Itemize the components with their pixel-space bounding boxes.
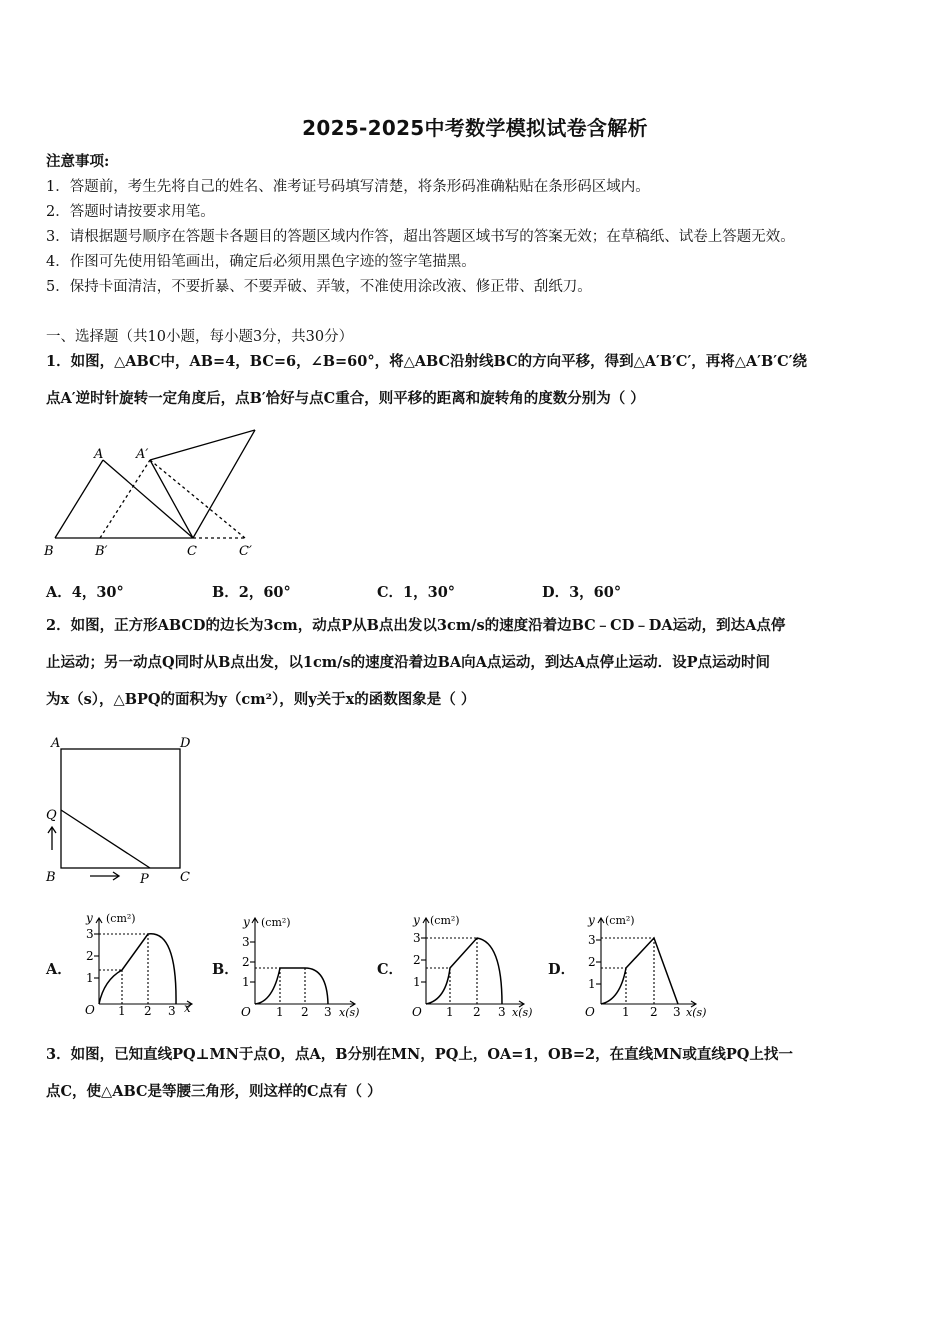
notice-item: 2．答题时请按要求用笔。 — [46, 204, 215, 220]
q1-figure — [40, 425, 270, 565]
graph-x-label: x(s) — [512, 1006, 533, 1019]
q2-text-line3: 为x（s），△BPQ的面积为y（cm²），则y关于x的函数图象是（ ） — [46, 691, 476, 708]
graph-y-label: y — [243, 915, 250, 929]
q2-text-line2: 止运动；另一动点Q同时从B点出发，以1cm/s的速度沿着边BA向A点运动，到达A点停止运动．设P点运动时间 — [46, 654, 771, 671]
tick-2: 2 — [301, 1005, 309, 1019]
tick-3: 3 — [588, 933, 596, 947]
q2-label-a: A — [51, 736, 61, 751]
tick-3: 3 — [498, 1005, 506, 1019]
tick-1: 1 — [242, 975, 250, 989]
q2-graph-d[interactable] — [574, 908, 719, 1020]
q2-graph-c[interactable] — [402, 908, 542, 1020]
q2-square-figure — [40, 730, 210, 890]
graph-origin: O — [241, 1005, 251, 1019]
q3-text-line1: 3．如图，已知直线PQ⊥MN于点O，点A，B分别在MN，PQ上，OA=1，OB=2，在直线MN或直线PQ上找一 — [46, 1046, 793, 1063]
graph-unit: (cm²) — [430, 914, 460, 927]
q1-label-a-prime: A′ — [136, 447, 149, 462]
q1-option-c[interactable]: C．1，30° — [377, 584, 456, 601]
q2-option-a[interactable]: A． — [46, 961, 72, 978]
tick-2: 2 — [650, 1005, 658, 1019]
q2-label-b: B — [46, 870, 56, 885]
tick-2: 2 — [86, 949, 94, 963]
tick-3: 3 — [673, 1005, 681, 1019]
tick-2: 2 — [413, 953, 421, 967]
q2-option-d[interactable]: D． — [548, 961, 576, 978]
tick-3: 3 — [324, 1005, 332, 1019]
graph-origin: O — [412, 1005, 422, 1019]
tick-3: 3 — [86, 927, 94, 941]
graph-unit: (cm²) — [261, 916, 291, 929]
q2-label-q: Q — [46, 808, 57, 823]
section-heading: 一、选择题（共10小题，每小题3分，共30分） — [46, 329, 354, 345]
q1-option-d[interactable]: D．3，60° — [542, 584, 622, 601]
notice-item: 5．保持卡面清洁，不要折暴、不要弄破、弄皱，不准使用涂改液、修正带、刮纸刀。 — [46, 279, 592, 295]
q2-option-c[interactable]: C． — [377, 961, 404, 978]
tick-3: 3 — [168, 1004, 176, 1018]
q2-graph-a[interactable] — [72, 908, 202, 1020]
tick-3: 3 — [242, 935, 250, 949]
tick-1: 1 — [118, 1004, 126, 1018]
q2-text-line1: 2．如图，正方形ABCD的边长为3cm，动点P从B点出发以3cm/s的速度沿着边BC﹣CD﹣DA运动，到达A点停 — [46, 617, 786, 634]
notice-item: 1．答题前，考生先将自己的姓名、准考证号码填写清楚，将条形码准确粘贴在条形码区域内。 — [46, 179, 650, 195]
tick-1: 1 — [413, 975, 421, 989]
tick-3: 3 — [413, 931, 421, 945]
graph-y-label: y — [588, 913, 595, 927]
q1-text-line1: 1．如图，△ABC中，AB=4，BC=6，∠B=60°，将△ABC沿射线BC的方向平移，得到△A′B′C′，再将△A′B′C′绕 — [46, 353, 807, 370]
q1-option-a[interactable]: A．4，30° — [46, 584, 124, 601]
graph-origin: O — [85, 1003, 95, 1017]
q1-label-a: A — [94, 447, 104, 462]
graph-y-label: y — [413, 913, 420, 927]
tick-1: 1 — [622, 1005, 630, 1019]
tick-2: 2 — [588, 955, 596, 969]
q1-label-b: B — [44, 544, 54, 559]
graph-y-label: y — [86, 911, 93, 925]
tick-1: 1 — [588, 977, 596, 991]
q1-label-c-prime: C′ — [239, 544, 252, 559]
q1-option-b[interactable]: B．2，60° — [212, 584, 291, 601]
graph-unit: (cm²) — [106, 912, 136, 925]
q2-label-p: P — [140, 872, 149, 887]
q1-text-line2: 点A′逆时针旋转一定角度后，点B′恰好与点C重合，则平移的距离和旋转角的度数分别为（ ） — [46, 390, 645, 407]
tick-2: 2 — [473, 1005, 481, 1019]
q1-label-b-prime: B′ — [95, 544, 108, 559]
q2-label-c: C — [180, 870, 190, 885]
q2-graph-b[interactable] — [235, 908, 375, 1020]
graph-x-label: x(s) — [686, 1006, 707, 1019]
q3-text-line2: 点C，使△ABC是等腰三角形，则这样的C点有（ ） — [46, 1083, 382, 1100]
q2-label-d: D — [180, 736, 191, 751]
q1-label-c: C — [187, 544, 197, 559]
tick-2: 2 — [242, 955, 250, 969]
tick-1: 1 — [86, 971, 94, 985]
graph-unit: (cm²) — [605, 914, 635, 927]
tick-2: 2 — [144, 1004, 152, 1018]
notice-item: 3．请根据题号顺序在答题卡各题目的答题区域内作答，超出答题区域书写的答案无效；在草稿纸、试卷上答题无效。 — [46, 229, 795, 245]
notice-heading: 注意事项: — [46, 153, 110, 170]
notice-item: 4．作图可先使用铅笔画出，确定后必须用黑色字迹的签字笔描黑。 — [46, 254, 476, 270]
page-title: 2025-2025中考数学模拟试卷含解析 — [302, 116, 648, 140]
q2-option-b[interactable]: B． — [212, 961, 239, 978]
tick-1: 1 — [276, 1005, 284, 1019]
graph-origin: O — [585, 1005, 595, 1019]
graph-x-label: x(s) — [339, 1006, 360, 1019]
tick-1: 1 — [446, 1005, 454, 1019]
graph-x-label: x — [184, 1001, 191, 1015]
